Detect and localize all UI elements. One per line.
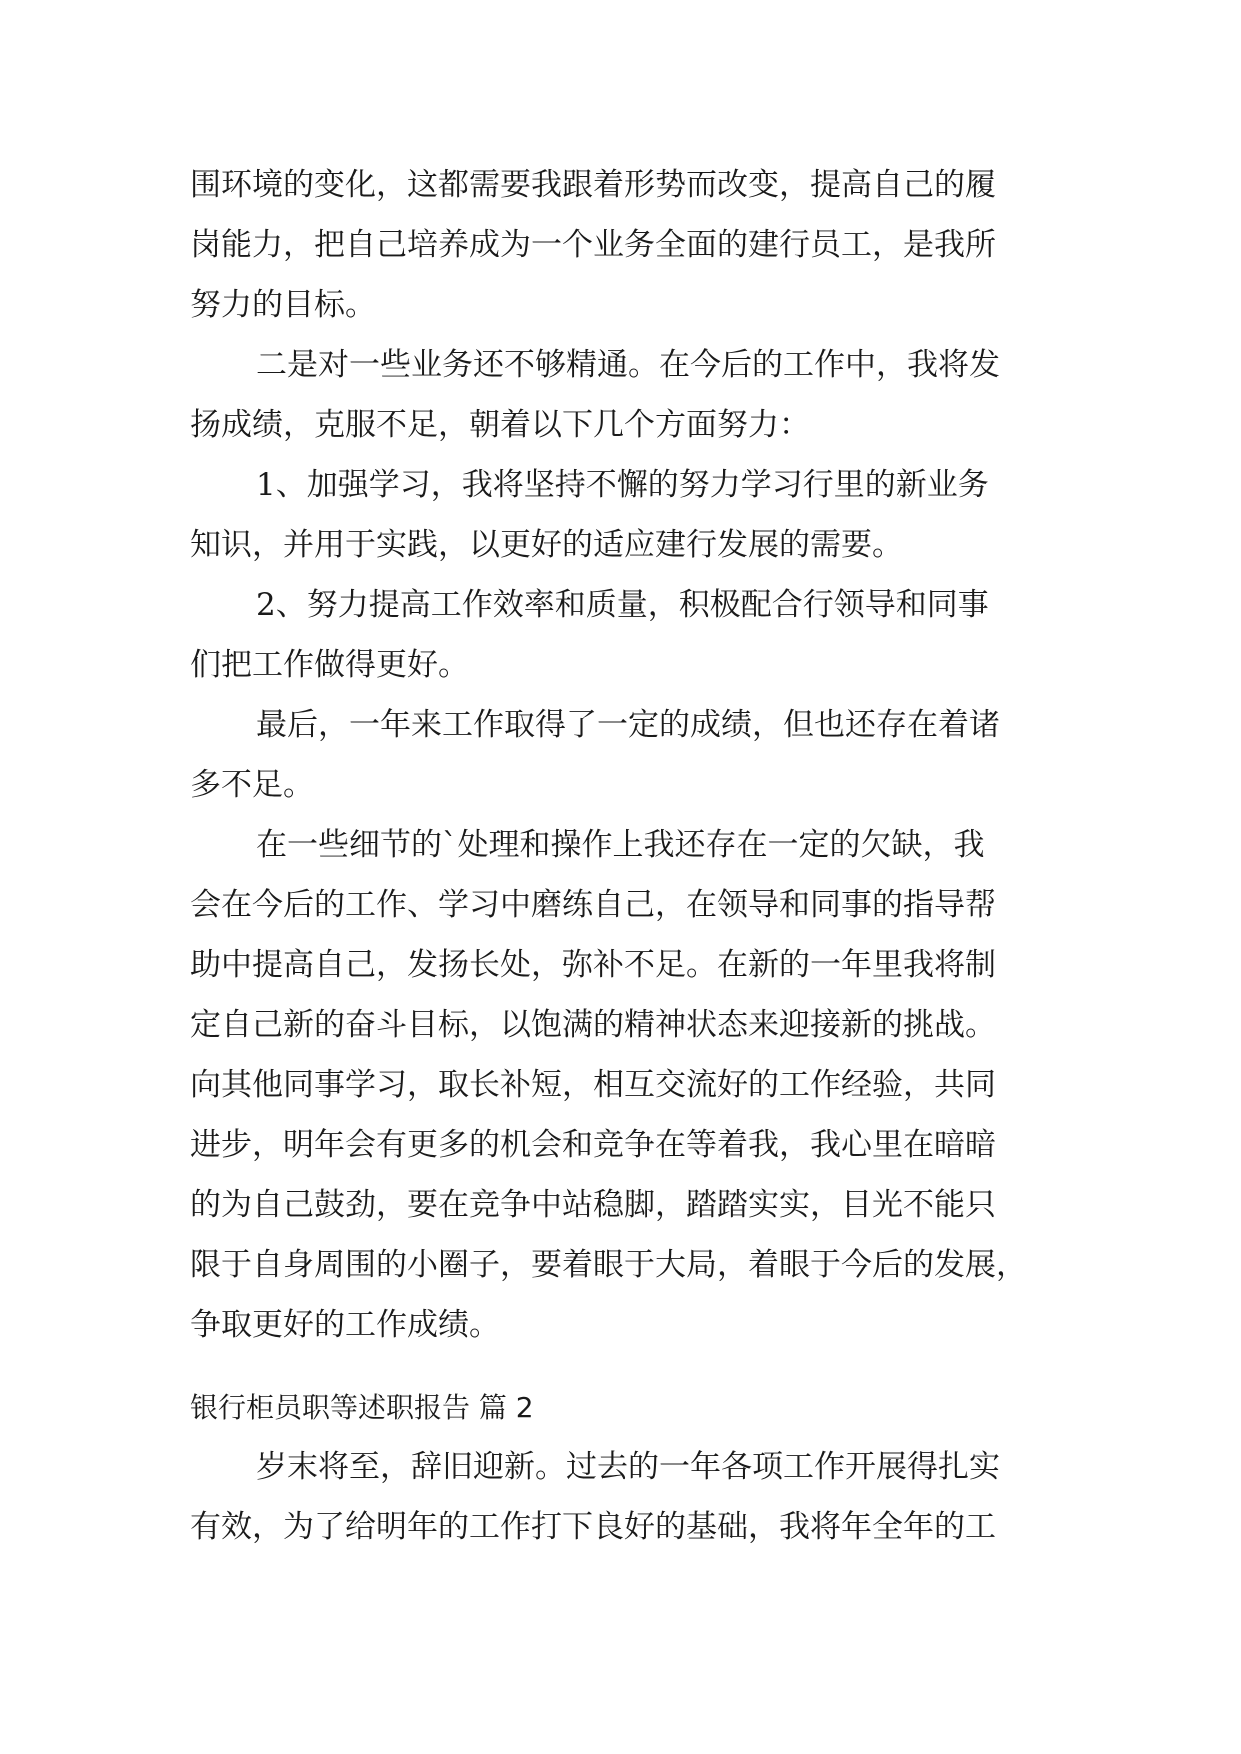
text-line: 进步，明年会有更多的机会和竞争在等着我，我心里在暗暗 xyxy=(190,1127,996,1163)
text-line: 有效，为了给明年的工作打下良好的基础，我将年全年的工 xyxy=(190,1509,996,1545)
text-line: 岗能力，把自己培养成为一个业务全面的建行员工，是我所 xyxy=(190,227,996,263)
body-text xyxy=(190,155,1050,1355)
section-2-text xyxy=(190,1437,1050,1557)
text-line: 定自己新的奋斗目标，以饱满的精神状态来迎接新的挑战。 xyxy=(190,1007,996,1043)
text-line: 多不足。 xyxy=(190,767,314,803)
text-line: 扬成绩，克服不足，朝着以下几个方面努力： xyxy=(190,407,810,443)
text-line: 向其他同事学习，取长补短，相互交流好的工作经验，共同 xyxy=(190,1067,996,1103)
section-heading: 银行柜员职等述职报告 篇 2 xyxy=(190,1391,534,1424)
text-line: 会在今后的工作、学习中磨练自己，在领导和同事的指导帮 xyxy=(190,887,996,923)
text-line: 岁末将至，辞旧迎新。过去的一年各项工作开展得扎实 xyxy=(256,1449,1000,1485)
text-line: 1、加强学习，我将坚持不懈的努力学习行里的新业务 xyxy=(256,467,989,503)
text-line: 的为自己鼓劲，要在竞争中站稳脚，踏踏实实，目光不能只 xyxy=(190,1187,996,1223)
text-line: 限于自身周围的小圈子，要着眼于大局，着眼于今后的发展， xyxy=(190,1247,1027,1283)
text-line: 围环境的变化，这都需要我跟着形势而改变，提高自己的履 xyxy=(190,167,996,203)
text-line: 努力的目标。 xyxy=(190,287,376,323)
text-line: 知识，并用于实践，以更好的适应建行发展的需要。 xyxy=(190,527,903,563)
text-line: 争取更好的工作成绩。 xyxy=(190,1307,500,1343)
text-line: 们把工作做得更好。 xyxy=(190,647,469,683)
text-line: 在一些细节的`处理和操作上我还存在一定的欠缺，我 xyxy=(256,827,985,863)
text-line: 2、努力提高工作效率和质量，积极配合行领导和同事 xyxy=(256,587,989,623)
text-line: 助中提高自己，发扬长处，弥补不足。在新的一年里我将制 xyxy=(190,947,996,983)
text-line: 二是对一些业务还不够精通。在今后的工作中，我将发 xyxy=(256,347,1000,383)
text-line: 最后，一年来工作取得了一定的成绩，但也还存在着诸 xyxy=(256,707,1000,743)
